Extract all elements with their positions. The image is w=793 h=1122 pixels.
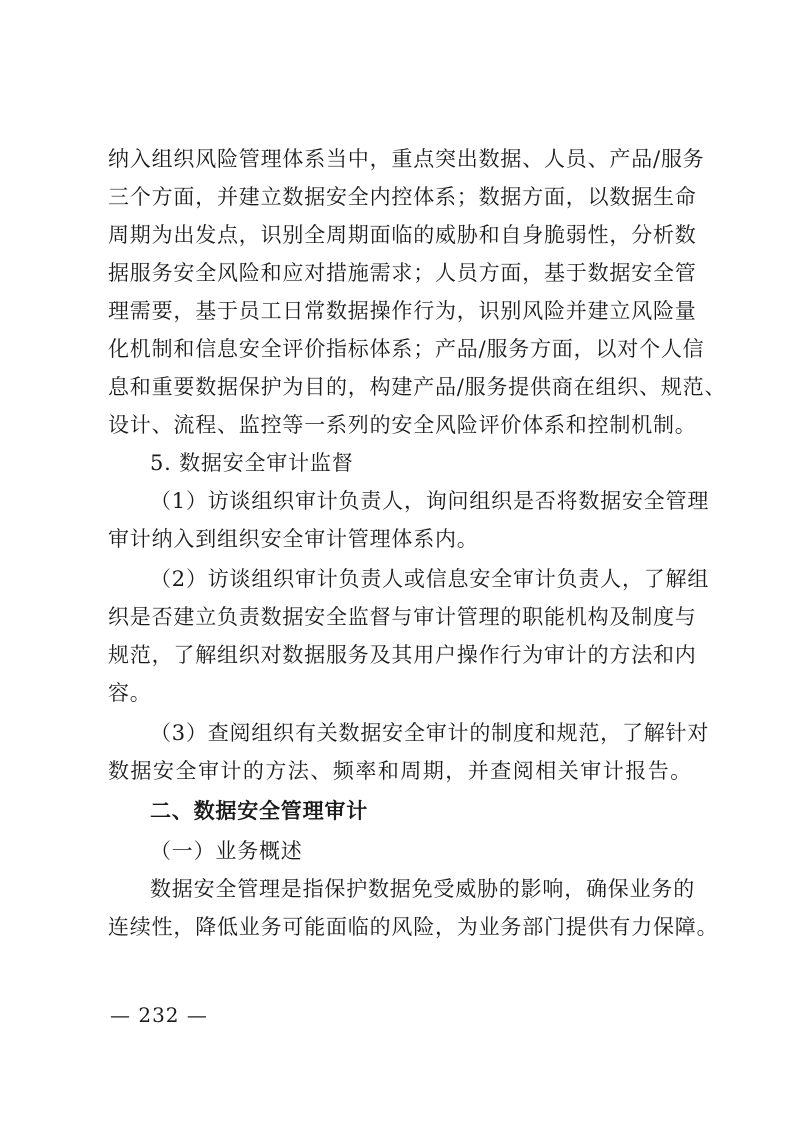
item5-p2-line-4: 容。 (108, 681, 152, 705)
body-line-2: 三个方面，并建立数据安全内控体系；数据方面，以数据生命 (108, 185, 697, 209)
item5-p1-line-2: 审计纳入到组织安全审计管理体系内。 (108, 527, 479, 551)
body-line-1: 纳入组织风险管理体系当中，重点突出数据、人员、产品/服务 (108, 147, 705, 171)
item5-title: 5. 数据安全审计监督 (150, 451, 354, 475)
body-line-6: 化机制和信息安全评价指标体系；产品/服务方面，以对个人信 (108, 337, 705, 361)
body-line-4: 据服务安全风险和应对措施需求；人员方面，基于数据安全管 (108, 261, 697, 285)
item5-p3-line-1: （3）查阅组织有关数据安全审计的制度和规范，了解针对 (150, 721, 710, 745)
section-heading: 二、数据安全管理审计 (150, 799, 368, 823)
item5-p3-line-2: 数据安全审计的方法、频率和周期，并查阅相关审计报告。 (108, 759, 692, 783)
page-number: — 232 — (110, 1003, 208, 1027)
body-line-7: 息和重要数据保护为目的，构建产品/服务提供商在组织、规范、 (108, 375, 727, 399)
overview-line-1: 数据安全管理是指保护数据免受威胁的影响，确保业务的 (150, 877, 695, 901)
item5-p2-line-3: 规范，了解组织对数据服务及其用户操作行为审计的方法和内 (108, 643, 697, 667)
item5-p1-line-1: （1）访谈组织审计负责人，询问组织是否将数据安全管理 (150, 489, 710, 513)
overview-line-2: 连续性，降低业务可能面临的风险，为业务部门提供有力保障。 (108, 915, 719, 939)
body-line-3: 周期为出发点，识别全周期面临的威胁和自身脆弱性，分析数 (108, 223, 697, 247)
subsection-heading: （一）业务概述 (150, 839, 303, 863)
body-line-5: 理需要，基于员工日常数据操作行为，识别风险并建立风险量 (108, 299, 697, 323)
item5-p2-line-2: 织是否建立负责数据安全监督与审计管理的职能机构及制度与 (108, 605, 697, 629)
item5-p2-line-1: （2）访谈组织审计负责人或信息安全审计负责人，了解组 (150, 567, 710, 591)
body-line-8: 设计、流程、监控等一系列的安全风险评价体系和控制机制。 (108, 413, 697, 437)
